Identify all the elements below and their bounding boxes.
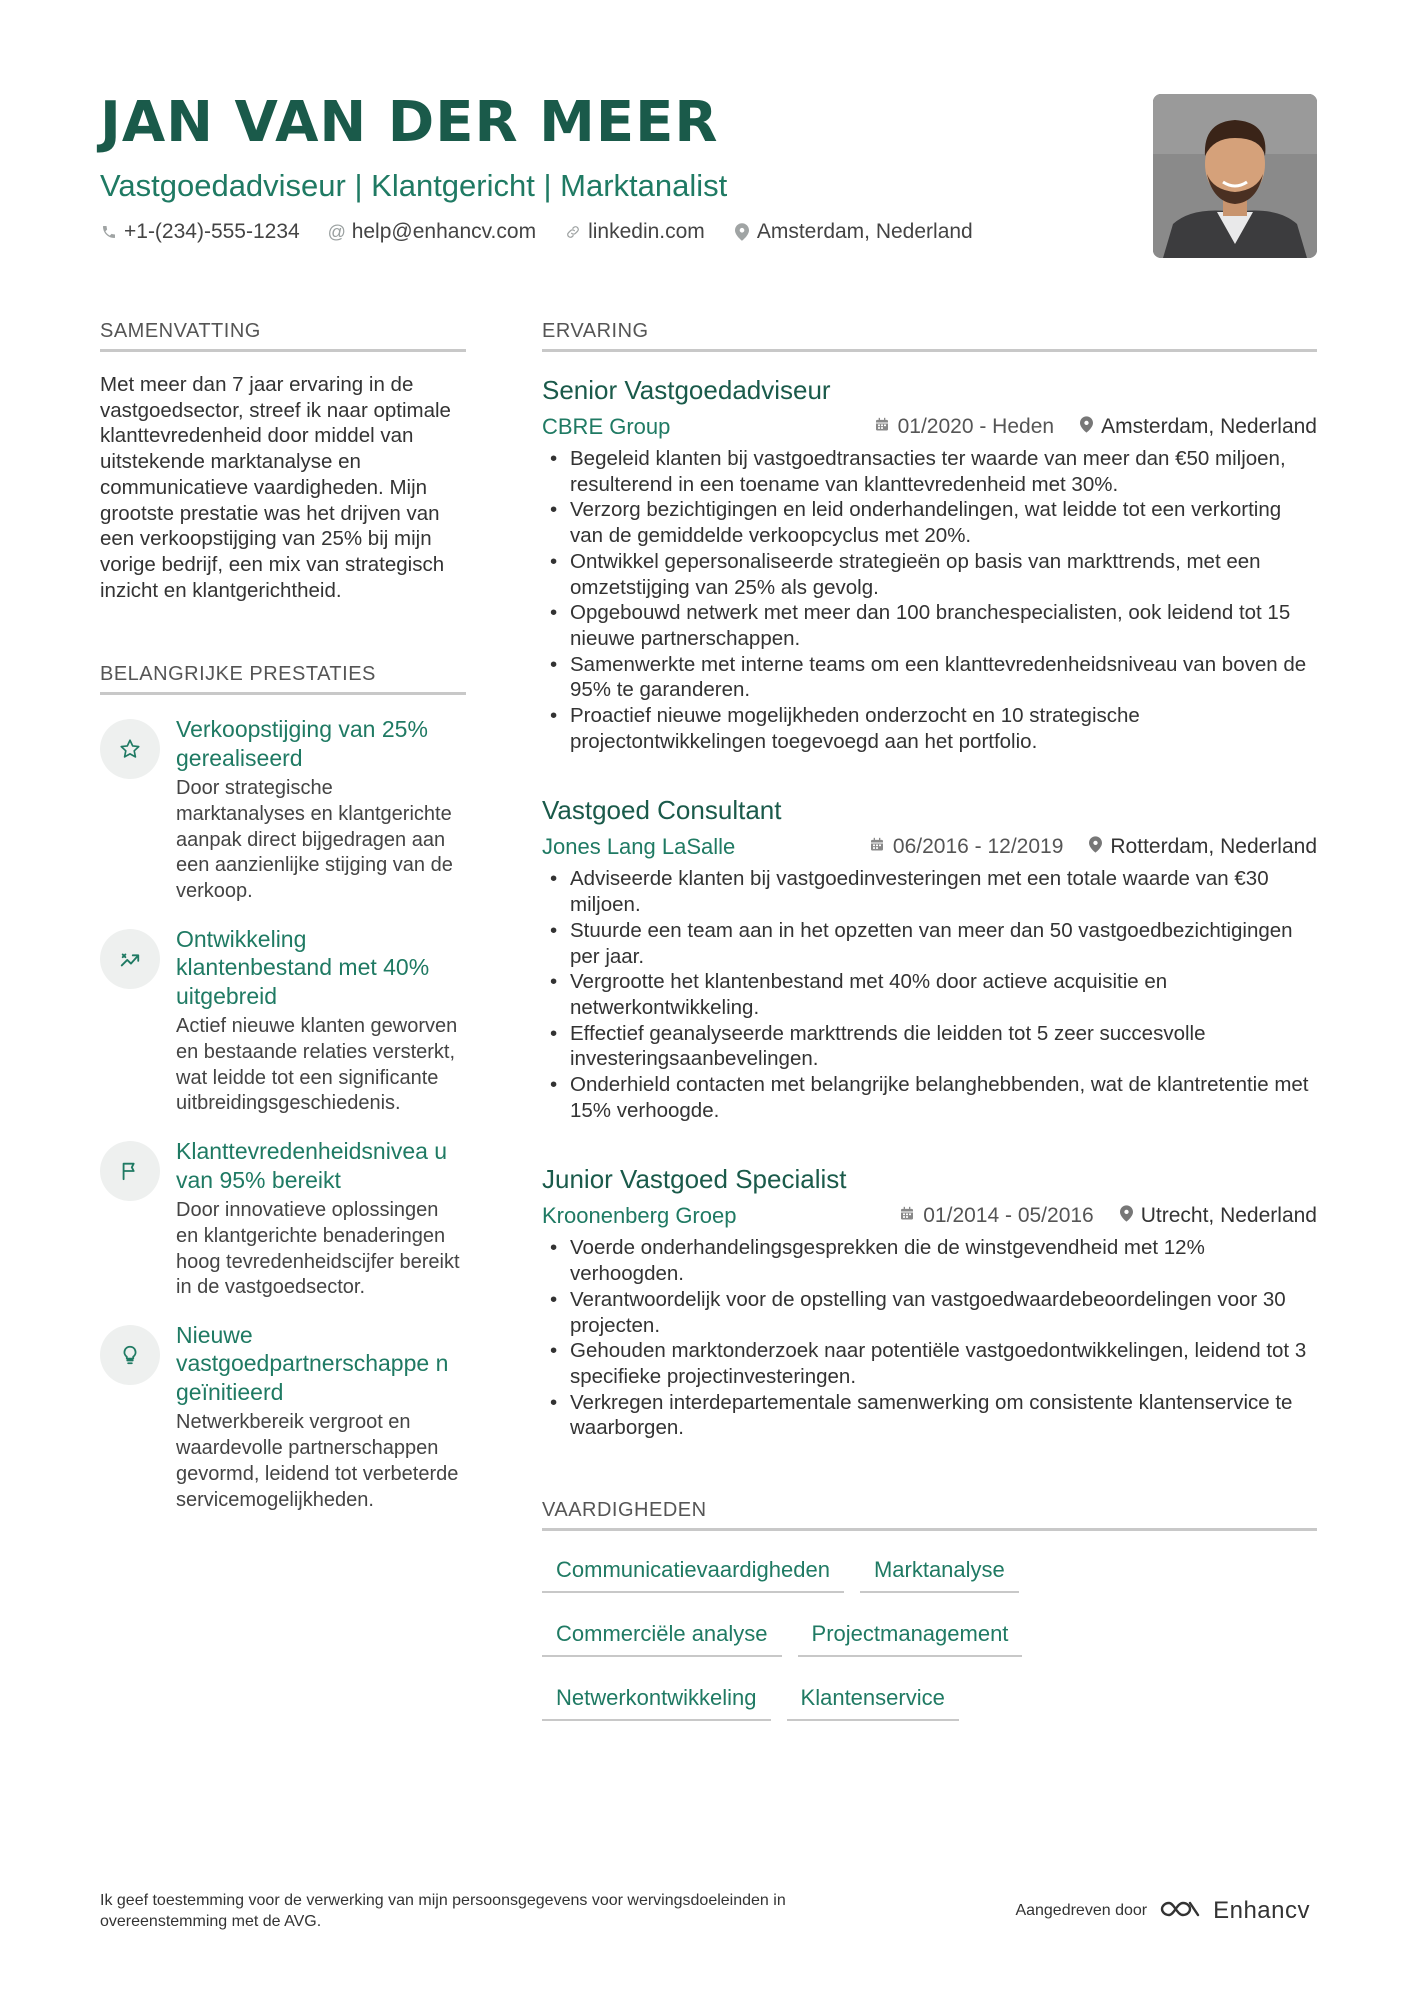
job-dates-text: 01/2014 - 05/2016 <box>923 1204 1094 1228</box>
skill-tag: Projectmanagement <box>798 1615 1023 1657</box>
contact-phone[interactable] <box>100 220 300 244</box>
job-bullet: • Adviseerde klanten bij vastgoedinvesteringen met een totale waarde van €30 miljoen. <box>542 866 1317 917</box>
right-column <box>542 320 1317 1721</box>
calendar-icon <box>869 835 885 859</box>
achievement-item <box>100 1321 466 1513</box>
job-bullet: • Samenwerkte met interne teams om een klanttevredenheidsniveau van boven de 95% te garanderen. <box>542 652 1317 703</box>
job-bullet: • Voerde onderhandelingsgesprekken die de winstgevendheid met 12% verhoogden. <box>542 1235 1317 1286</box>
resume-header <box>100 88 1110 244</box>
job-location <box>1080 415 1317 439</box>
achievement-description: Actief nieuwe klanten geworven en bestaande relaties versterkt, wat leidde tot een significante uitbreidingsgeschiedenis. <box>176 1015 458 1115</box>
job-bullet: • Verkregen interdepartementale samenwerking om consistente klantenservice te waarborgen. <box>542 1390 1317 1441</box>
job-dates-text: 06/2016 - 12/2019 <box>892 835 1064 859</box>
skills-section <box>542 1499 1317 1721</box>
summary-heading: SAMENVATTING <box>100 320 466 352</box>
enhancv-logo-icon <box>1157 1897 1203 1926</box>
job-location <box>1120 1204 1317 1228</box>
job-bullet: • Gehouden marktonderzoek naar potentiële vastgoedontwikkelingen, leidend tot 3 specifieke projectinvesteringen. <box>542 1338 1317 1389</box>
contact-list <box>100 220 1110 244</box>
location-pin-icon <box>1080 415 1093 439</box>
achievement-item <box>100 925 466 1117</box>
contact-location <box>733 220 973 244</box>
job-bullet: • Onderhield contacten met belangrijke belanghebbenden, wat de klantretentie met 15% verhoogde. <box>542 1072 1317 1123</box>
achievement-description: Door innovatieve oplossingen en klantgerichte benaderingen hoog tevredenheidscijfer bereikt in de vastgoedsector. <box>176 1199 460 1299</box>
job-bullet: • Stuurde een team aan in het opzetten van meer dan 50 vastgoedbezichtigingen per jaar. <box>542 918 1317 969</box>
job-entry <box>542 794 1317 1123</box>
link-icon <box>564 224 582 240</box>
summary-text: Met meer dan 7 jaar ervaring in de vastgoedsector, streef ik naar optimale klanttevredenheid door middel van uitstekende marktanalyse en communicatieve vaardigheden. Mijn grootste prestatie was het drijven van een verkoopstijging van 25% bij mijn vorige bedrijf, een mix van strategisch inzicht en klantgerichtheid. <box>100 373 451 602</box>
job-title: Vastgoed Consultant <box>542 795 782 826</box>
gdpr-consent-text: Ik geef toestemming voor de verwerking van mijn persoonsgegevens voor wervingsdoeleinden in overeenstemming met de AVG. <box>100 1892 786 1930</box>
skill-tag: Communicatievaardigheden <box>542 1551 844 1593</box>
growth-arrow-icon <box>100 929 160 989</box>
contact-email-text: help@enhancv.com <box>351 220 537 243</box>
powered-by[interactable] <box>1015 1897 1310 1926</box>
contact-email[interactable] <box>328 220 536 244</box>
achievement-title: Ontwikkeling klantenbestand met 40% uitgebreid <box>176 925 430 1009</box>
job-dates <box>869 835 1063 859</box>
contact-linkedin-text: linkedin.com <box>588 220 705 243</box>
job-bullet: • Vergrootte het klantenbestand met 40% door actieve acquisitie en netwerkontwikkeling. <box>542 969 1317 1020</box>
experience-heading: ERVARING <box>542 320 1317 352</box>
job-entry <box>542 374 1317 754</box>
achievement-description: Door strategische marktanalyses en klantgerichte aanpak direct bijgedragen aan een aanzienlijke stijging van de verkoop. <box>176 777 453 903</box>
skill-tag: Commerciële analyse <box>542 1615 782 1657</box>
job-dates-text: 01/2020 - Heden <box>897 415 1055 438</box>
skill-tag: Klantenservice <box>787 1679 959 1721</box>
contact-phone-text: +1-(234)-555-1234 <box>124 220 300 243</box>
job-location-text: Rotterdam, Nederland <box>1110 835 1317 859</box>
powered-by-label: Aangedreven door <box>1015 1902 1148 1919</box>
job-meta <box>542 834 1317 860</box>
flag-icon <box>100 1141 160 1201</box>
skills-list <box>542 1551 1102 1721</box>
job-bullet: • Opgebouwd netwerk met meer dan 100 branchespecialisten, ook leidend tot 15 nieuwe partnerschappen. <box>542 600 1317 651</box>
skill-tag: Marktanalyse <box>860 1551 1019 1593</box>
phone-icon <box>100 224 118 240</box>
job-bullet: • Verantwoordelijk voor de opstelling van vastgoedwaardebeoordelingen voor 30 projecten. <box>542 1287 1317 1338</box>
job-meta <box>542 1203 1317 1229</box>
job-bullet: • Ontwikkel gepersonaliseerde strategieën op basis van markttrends, met een omzetstijging van 25% als gevolg. <box>542 549 1317 600</box>
location-pin-icon <box>733 223 751 241</box>
job-bullets <box>542 866 1317 1123</box>
star-icon <box>100 719 160 779</box>
achievement-title: Klanttevredenheidsnivea u van 95% bereikt <box>176 1138 448 1193</box>
job-title: Senior Vastgoedadviseur <box>542 375 831 405</box>
job-company: Jones Lang LaSalle <box>542 834 736 860</box>
resume-footer <box>100 1890 1310 1932</box>
job-company: Kroonenberg Groep <box>542 1203 737 1229</box>
job-company: CBRE Group <box>542 414 671 439</box>
location-pin-icon <box>1120 1204 1133 1228</box>
at-icon: @ <box>327 221 346 242</box>
job-title: Junior Vastgoed Specialist <box>542 1164 847 1195</box>
job-location-text: Utrecht, Nederland <box>1140 1204 1317 1228</box>
summary-section <box>100 320 466 603</box>
achievement-item <box>100 715 466 905</box>
skill-tag: Netwerkontwikkeling <box>542 1679 771 1721</box>
left-column <box>100 320 466 1513</box>
experience-section <box>542 320 1317 1441</box>
job-bullet: • Verzorg bezichtigingen en leid onderhandelingen, wat leidde tot een verkorting van de gemiddelde verkoopcyclus met 20%. <box>542 497 1317 548</box>
achievement-title: Nieuwe vastgoedpartnerschappe n geïnitieerd <box>176 1321 449 1405</box>
achievement-description: Netwerkbereik vergroot en waardevolle partnerschappen gevormd, leidend tot verbeterde servicemogelijkheden. <box>176 1411 459 1511</box>
calendar-icon <box>899 1204 915 1228</box>
achievements-heading: BELANGRIJKE PRESTATIES <box>100 663 466 695</box>
profile-photo <box>1153 94 1317 258</box>
calendar-icon <box>874 415 890 439</box>
enhancv-brand: Enhancv <box>1213 1897 1310 1924</box>
job-bullets <box>542 1235 1317 1441</box>
job-bullet: • Begeleid klanten bij vastgoedtransacties ter waarde van meer dan €50 miljoen, resulterend in een toename van klanttevredenheid met 30%. <box>542 446 1317 497</box>
job-location <box>1089 835 1317 859</box>
location-pin-icon <box>1089 835 1102 859</box>
skills-heading: VAARDIGHEDEN <box>542 1499 1317 1531</box>
job-dates <box>899 1204 1093 1228</box>
achievement-item <box>100 1137 466 1301</box>
job-bullet: • Effectief geanalyseerde markttrends die leidden tot 5 zeer succesvolle investeringsaanbevelingen. <box>542 1021 1317 1072</box>
job-location-text: Amsterdam, Nederland <box>1101 415 1317 438</box>
lightbulb-icon <box>100 1325 160 1385</box>
contact-location-text: Amsterdam, Nederland <box>756 220 973 243</box>
achievement-title: Verkoopstijging van 25% gerealiseerd <box>176 716 428 771</box>
candidate-headline: Vastgoedadviseur | Klantgericht | Marktanalist <box>100 168 728 203</box>
job-meta <box>542 414 1317 440</box>
job-dates <box>874 415 1054 439</box>
achievements-section <box>100 663 466 1513</box>
job-bullets <box>542 446 1317 754</box>
candidate-name: JAN VAN DER MEER <box>100 90 719 155</box>
job-entry <box>542 1163 1317 1441</box>
job-bullet: • Proactief nieuwe mogelijkheden onderzocht en 10 strategische projectontwikkelingen toegevoegd aan het portfolio. <box>542 703 1317 754</box>
contact-linkedin[interactable] <box>564 220 705 244</box>
